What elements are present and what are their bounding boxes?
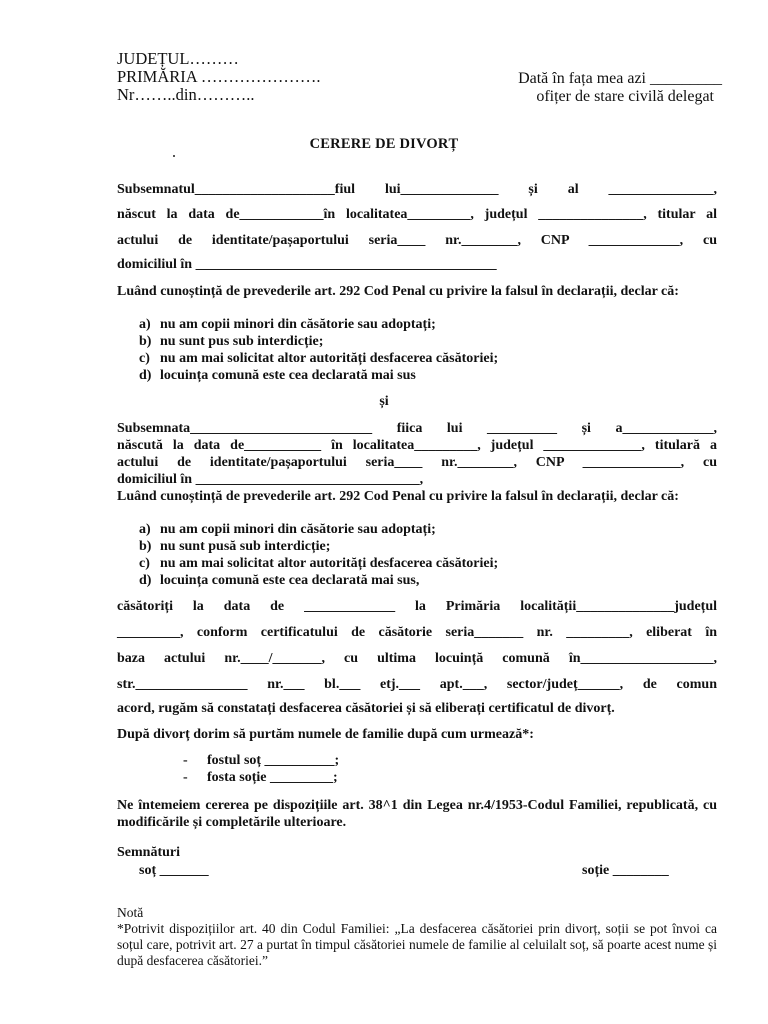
- names-list: [183, 752, 339, 786]
- list-item: c) nu am mai solicitat altor autorități desfacerea căsătoriei;: [139, 351, 499, 366]
- husband-line-2: născut la data de____________în localitatea_________, județul _______________, titular al: [117, 207, 717, 222]
- list-item: d) locuința comună este cea declarată mai sus,: [139, 573, 420, 588]
- common-line-4: str.________________ nr.___ bl.___ etj.___ apt.___, sector/județ______, de comun: [117, 677, 717, 692]
- list-item: - fostul soț __________;: [183, 753, 340, 768]
- common-line-1: căsătoriți la data de _____________ la Primăria localității______________județul: [117, 599, 717, 614]
- list-item: d) locuința comună este cea declarată mai sus: [139, 368, 416, 383]
- wife-line-1: Subsemnata__________________________ fiica lui __________ și a_____________,: [117, 421, 717, 436]
- common-line-5: acord, rugăm să constatați desfacerea căsătoriei și să eliberați certificatul de divorț.: [117, 701, 615, 716]
- list-item: a) nu am copii minori din căsătorie sau adoptați;: [139, 317, 436, 332]
- wife-line-2: născută la data de___________ în localitatea_________, județul ______________, titulară a: [117, 438, 717, 453]
- husband-line-3: actului de identitate/pașaportului seria____ nr.________, CNP _____________, cu: [117, 233, 717, 248]
- note-heading: Notă: [117, 905, 144, 920]
- document-title: CERERE DE DIVORȚ: [309, 136, 459, 152]
- list-item: c) nu am mai solicitat altor autorități desfacerea căsătoriei;: [139, 556, 499, 571]
- list-item: b) nu sunt pus sub interdicție;: [139, 334, 324, 349]
- signatures-heading: Semnături: [117, 845, 180, 860]
- primaria-field: PRIMĂRIA ………………….: [117, 67, 321, 86]
- list-item: b) nu sunt pusă sub interdicție;: [139, 539, 331, 554]
- wife-signature: soție ________: [582, 863, 669, 878]
- officer-label: ofițer de stare civilă delegat: [536, 88, 714, 105]
- husband-line-4: domiciliul în ___________________________________________: [117, 257, 497, 272]
- wife-line-3: actului de identitate/pașaportului seria____ nr.________, CNP ______________, cu: [117, 455, 717, 470]
- husband-line-1: Subsemnatul____________________fiul lui______________ și al _______________,: [117, 182, 717, 197]
- common-line-2: _________, conform certificatului de căsătorie seria_______ nr. _________, eliberat în: [117, 625, 717, 640]
- names-intro: După divorț dorim să purtăm numele de familie după cum urmează*:: [117, 727, 534, 742]
- judet-field: JUDEȚUL………: [117, 49, 239, 68]
- husband-declaration-list: [139, 316, 498, 384]
- registration-number-field: Nr……..din………..: [117, 85, 255, 104]
- note-body: *Potrivit dispozițiilor art. 40 din Codul Familiei: „La desfacerea căsătoriei prin divorț, soții se pot învoi ca soțul care, potrivit art. 27 a purtat în timpul căsătoriei numele de familie al celuilalt soț, să poarte acest nume și după desfacerea căsătoriei.”: [117, 921, 717, 968]
- header-right-block: [518, 70, 722, 106]
- wife-declaration-list: [139, 521, 498, 589]
- legal-basis: Ne întemeiem cererea pe dispozițiile art. 38^1 din Legea nr.4/1953-Codul Familiei, republicată, cu modificările și completările ulterioare.: [117, 798, 717, 830]
- header-left-block: [117, 50, 321, 104]
- wife-declaration: Luând cunoștință de prevederile art. 292 Cod Penal cu privire la falsul în declarații, declar că:: [117, 489, 679, 504]
- footnote: [117, 905, 717, 969]
- common-line-3: baza actului nr.____/_______, cu ultima locuință comună în___________________,: [117, 651, 717, 666]
- list-item: a) nu am copii minori din căsătorie sau adoptați;: [139, 522, 436, 537]
- wife-line-4: domiciliul în ________________________________,: [117, 472, 424, 487]
- husband-signature: soț _______: [139, 863, 209, 878]
- list-item: - fosta soție _________;: [183, 770, 338, 785]
- husband-declaration: Luând cunoștință de prevederile art. 292 Cod Penal cu privire la falsul în declarații, declar că:: [117, 284, 679, 299]
- conjunction-si: și: [379, 394, 389, 409]
- date-field: Dată în fața mea azi _________: [518, 70, 722, 87]
- scan-speck: [173, 155, 175, 157]
